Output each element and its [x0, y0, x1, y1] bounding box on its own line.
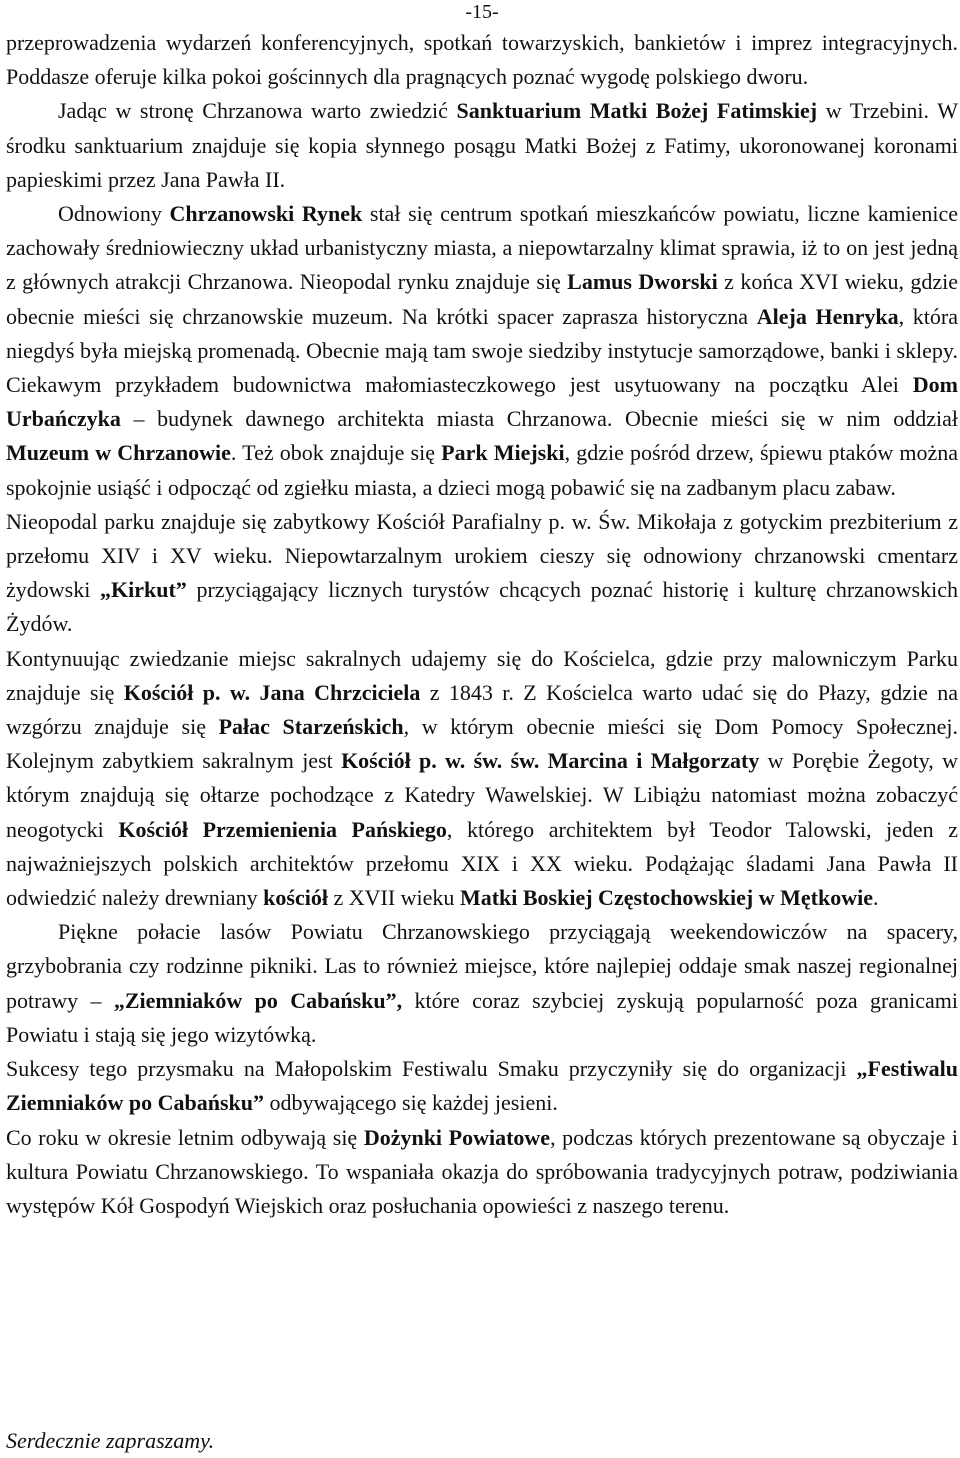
bold-text-run: Chrzanowski Rynek	[169, 201, 363, 227]
bold-text-run: Lamus Dworski	[567, 269, 718, 295]
closing-line: Serdecznie zapraszamy.	[6, 1428, 215, 1453]
text-run: odbywającego się każdej jesieni.	[263, 1090, 558, 1116]
text-run: przeprowadzenia wydarzeń konferencyjnych, spotkań towarzyskich, bankietów i imprez integracyjnych. Poddasze oferuje kilka pokoi gościnnych dla pragnących poznać wygodę polskiego dworu.	[6, 30, 958, 90]
text-run: Sukcesy tego przysmaku na Małopolskim Festiwalu Smaku przyczyniły się do organizacji	[6, 1056, 857, 1082]
bold-text-run: Sanktuarium Matki Bożej Fatimskiej	[456, 98, 818, 124]
text-run: Jadąc w stronę Chrzanowa warto zwiedzić	[58, 98, 457, 124]
bold-text-run: Aleja Henryka	[756, 303, 899, 329]
bold-text-run: Kościół p. w. św. św. Marcina i Małgorzaty	[341, 748, 760, 774]
text-run: , którego architektem był Teodor Talowski, jeden z najważniejszych polskich architektów przełomu XIX i XX wieku. Podążając śladami Jana Pawła II odwiedzić należy drewniany	[6, 816, 958, 911]
text-run: , gdzie pośród drzew, śpiewu ptaków można spokojnie usiąść i odpocząć od zgiełku miasta, a dzieci mogą pobawić się na zadbanym placu zabaw.	[6, 440, 959, 500]
page-number: -15-	[465, 1, 499, 23]
text-run: Co roku w okresie letnim odbywają się	[6, 1124, 364, 1150]
paragraph-6	[6, 915, 958, 1052]
bold-text-run: „Ziemniaków po Cabańsku”,	[113, 987, 403, 1013]
bold-text-run: Muzeum w Chrzanowie	[6, 440, 231, 466]
text-run: Nieopodal parku znajduje się zabytkowy Kościół Parafialny p. w. Św. Mikołaja z gotyckim prezbiterium z przełomu XIV i XV wieku. Niepowtarzalnym urokiem cieszy się odnowiony chrzanowski cmentarz żydowski	[6, 508, 958, 603]
paragraph-3	[6, 197, 958, 505]
bold-text-run: Kościół Przemienienia Pańskiego	[118, 816, 447, 842]
text-run: z XVII wieku	[327, 885, 460, 911]
text-run: Kontynuując zwiedzanie miejsc sakralnych udajemy się do Kościelca, gdzie przy malowniczym Parku znajduje się	[6, 645, 958, 705]
text-run: , która niegdyś była miejską promenadą. Obecnie mają tam swoje siedziby instytucje samorządowe, banki i sklepy. Ciekawym przykładem budownictwa małomiasteczkowego jest usytuowany na początku Alei	[6, 303, 959, 398]
bold-text-run: „Kirkut”	[100, 577, 187, 603]
text-run: – budynek dawnego architekta miasta Chrzanowa. Obecnie mieści się w nim oddział	[120, 406, 958, 432]
text-run: , w którym obecnie mieści się Dom Pomocy Społecznej. Kolejnym zabytkiem sakralnym jest	[6, 714, 958, 774]
paragraph-7	[6, 1052, 958, 1120]
text-run: które coraz szybciej zyskują popularność poza granicami Powiatu i stają się jego wizytówką.	[6, 987, 958, 1047]
text-run: Piękne połacie lasów Powiatu Chrzanowskiego przyciągają weekendowiczów na spacery, grzybobrania czy rodzinne pikniki. Las to również miejsce, które najlepiej oddaje smak naszej regionalnej potrawy –	[6, 919, 958, 1013]
paragraph-1	[6, 26, 958, 94]
text-run: w Porębie Żegoty, w którym znajdują się ołtarze pochodzące z Katedry Wawelskiej. W Libiążu natomiast można zobaczyć neogotycki	[6, 748, 958, 842]
text-run: . Też obok znajduje się	[230, 440, 442, 466]
bold-text-run: Dożynki Powiatowe	[363, 1124, 551, 1150]
text-run: , podczas których prezentowane są obyczaje i kultura Powiatu Chrzanowskiego. To wspaniała okazja do spróbowania tradycyjnych potraw, podziwiania występów Kół Gospodyń Wiejskich oraz posłuchania opowieści z naszego terenu.	[6, 1124, 958, 1218]
paragraph-4	[6, 505, 958, 642]
bold-text-run: Matki Boskiej Częstochowskiej w Mętkowie	[459, 885, 873, 911]
text-run: przyciągający licznych turystów chcących poznać historię i kulturę chrzanowskich Żydów.	[6, 577, 958, 637]
text-run: z 1843 r. Z Kościelca warto udać się do Płazy, gdzie na wzgórzu znajduje się	[6, 679, 958, 740]
paragraph-5	[6, 642, 958, 916]
bold-text-run: Dom Urbańczyka	[6, 372, 958, 432]
text-run: .	[873, 885, 879, 911]
bold-text-run: „Festiwalu Ziemniaków po Cabańsku”	[6, 1056, 958, 1116]
bold-text-run: Kościół p. w. Jana Chrzciciela	[123, 679, 421, 705]
bold-text-run: Park Miejski	[441, 440, 565, 466]
paragraph-2	[6, 94, 958, 197]
document-body	[6, 26, 958, 1223]
paragraph-8	[6, 1121, 958, 1224]
text-run: z końca XVI wieku, gdzie obecnie mieści się chrzanowskie muzeum. Na krótki spacer zaprasza historyczna	[6, 269, 959, 329]
text-run: Odnowiony	[58, 201, 170, 227]
text-run: stał się centrum spotkań mieszkańców powiatu, liczne kamienice zachowały średniowieczny układ urbanistyczny miasta, a niepowtarzalny klimat sprawia, iż to on jest jedną z głównych atrakcji Chrzanowa. Nieopodal rynku znajduje się	[6, 201, 958, 295]
bold-text-run: Pałac Starzeńskich	[218, 714, 404, 740]
text-run: w Trzebini. W środku sanktuarium znajduje się kopia słynnego posągu Matki Bożej z Fatimy, ukoronowanej koronami papieskimi przez Jana Pawła II.	[6, 98, 958, 192]
bold-text-run: kościół	[263, 885, 328, 911]
